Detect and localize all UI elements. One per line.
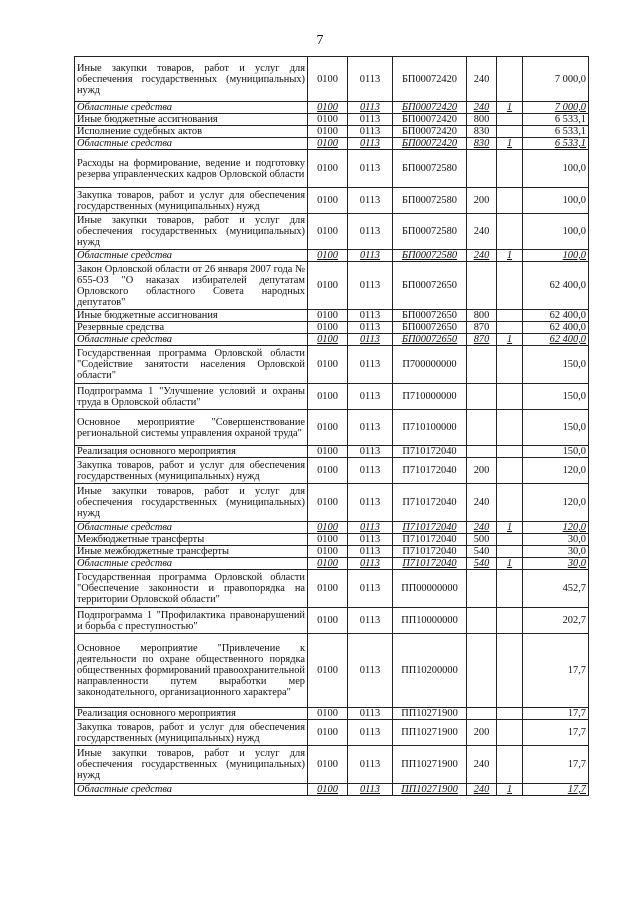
table-row bbox=[75, 214, 589, 250]
target-article-cell: П710172040 bbox=[393, 522, 467, 534]
section-code-cell: 0100 bbox=[308, 708, 348, 720]
subsection-code-cell: 0113 bbox=[348, 346, 393, 384]
expense-type-cell: 800 bbox=[467, 114, 497, 126]
amount-cell: 100,0 bbox=[523, 188, 589, 214]
target-article-cell: П710172040 bbox=[393, 546, 467, 558]
expense-type-cell bbox=[467, 446, 497, 458]
funding-source-cell bbox=[497, 446, 523, 458]
section-code-cell: 0100 bbox=[308, 570, 348, 608]
target-article-cell: П710172040 bbox=[393, 534, 467, 546]
amount-cell: 7 000,0 bbox=[523, 102, 589, 114]
expense-type-cell bbox=[467, 262, 497, 310]
target-article-cell: БП00072420 bbox=[393, 102, 467, 114]
funding-source-cell bbox=[497, 720, 523, 746]
expense-type-cell: 200 bbox=[467, 458, 497, 484]
section-code-cell: 0100 bbox=[308, 322, 348, 334]
expense-type-cell: 240 bbox=[467, 102, 497, 114]
table-row bbox=[75, 102, 589, 114]
row-name-cell: Иные межбюджетные трансферты bbox=[75, 546, 308, 558]
target-article-cell: ПП00000000 bbox=[393, 570, 467, 608]
expense-type-cell bbox=[467, 384, 497, 410]
table-row bbox=[75, 250, 589, 262]
section-code-cell: 0100 bbox=[308, 746, 348, 784]
expense-type-cell: 830 bbox=[467, 138, 497, 150]
row-name-cell: Областные средства bbox=[75, 784, 308, 796]
expense-type-cell: 240 bbox=[467, 57, 497, 102]
table-row bbox=[75, 608, 589, 634]
table-row bbox=[75, 534, 589, 546]
section-code-cell: 0100 bbox=[308, 310, 348, 322]
row-name-cell: Расходы на формирование, ведение и подготовку резерва управленческих кадров Орловской области bbox=[75, 150, 308, 188]
target-article-cell: БП00072650 bbox=[393, 262, 467, 310]
subsection-code-cell: 0113 bbox=[348, 446, 393, 458]
target-article-cell: ПП10271900 bbox=[393, 746, 467, 784]
funding-source-cell bbox=[497, 570, 523, 608]
section-code-cell: 0100 bbox=[308, 250, 348, 262]
amount-cell: 7 000,0 bbox=[523, 57, 589, 102]
funding-source-cell bbox=[497, 384, 523, 410]
table-row bbox=[75, 334, 589, 346]
table-row bbox=[75, 57, 589, 102]
target-article-cell: ПП10271900 bbox=[393, 720, 467, 746]
table-row bbox=[75, 150, 589, 188]
expense-type-cell: 540 bbox=[467, 558, 497, 570]
subsection-code-cell: 0113 bbox=[348, 214, 393, 250]
subsection-code-cell: 0113 bbox=[348, 484, 393, 522]
table-row bbox=[75, 138, 589, 150]
funding-source-cell bbox=[497, 746, 523, 784]
funding-source-cell: 1 bbox=[497, 250, 523, 262]
row-name-cell: Подпрограмма 1 "Улучшение условий и охраны труда в Орловской области" bbox=[75, 384, 308, 410]
row-name-cell: Областные средства bbox=[75, 138, 308, 150]
expense-type-cell: 830 bbox=[467, 126, 497, 138]
expense-type-cell bbox=[467, 346, 497, 384]
target-article-cell: ПП10271900 bbox=[393, 784, 467, 796]
funding-source-cell bbox=[497, 534, 523, 546]
amount-cell: 30,0 bbox=[523, 534, 589, 546]
subsection-code-cell: 0113 bbox=[348, 708, 393, 720]
expense-type-cell: 240 bbox=[467, 746, 497, 784]
row-name-cell: Государственная программа Орловской области "Обеспечение законности и правопорядка на территории Орловской области" bbox=[75, 570, 308, 608]
target-article-cell: П710100000 bbox=[393, 410, 467, 446]
subsection-code-cell: 0113 bbox=[348, 522, 393, 534]
funding-source-cell bbox=[497, 634, 523, 708]
table-row bbox=[75, 188, 589, 214]
section-code-cell: 0100 bbox=[308, 522, 348, 534]
funding-source-cell: 1 bbox=[497, 522, 523, 534]
section-code-cell: 0100 bbox=[308, 458, 348, 484]
subsection-code-cell: 0113 bbox=[348, 150, 393, 188]
table-row bbox=[75, 784, 589, 796]
amount-cell: 6 533,1 bbox=[523, 138, 589, 150]
subsection-code-cell: 0113 bbox=[348, 546, 393, 558]
amount-cell: 100,0 bbox=[523, 250, 589, 262]
section-code-cell: 0100 bbox=[308, 346, 348, 384]
amount-cell: 120,0 bbox=[523, 484, 589, 522]
amount-cell: 62 400,0 bbox=[523, 310, 589, 322]
row-name-cell: Государственная программа Орловской области "Содействие занятости населения Орловской области" bbox=[75, 346, 308, 384]
amount-cell: 150,0 bbox=[523, 346, 589, 384]
amount-cell: 150,0 bbox=[523, 410, 589, 446]
expense-type-cell bbox=[467, 570, 497, 608]
subsection-code-cell: 0113 bbox=[348, 410, 393, 446]
expense-type-cell bbox=[467, 150, 497, 188]
subsection-code-cell: 0113 bbox=[348, 188, 393, 214]
section-code-cell: 0100 bbox=[308, 534, 348, 546]
table-row bbox=[75, 114, 589, 126]
table-row bbox=[75, 570, 589, 608]
section-code-cell: 0100 bbox=[308, 188, 348, 214]
expense-type-cell: 200 bbox=[467, 720, 497, 746]
expense-type-cell: 240 bbox=[467, 214, 497, 250]
subsection-code-cell: 0113 bbox=[348, 458, 393, 484]
subsection-code-cell: 0113 bbox=[348, 114, 393, 126]
target-article-cell: П710172040 bbox=[393, 458, 467, 484]
amount-cell: 6 533,1 bbox=[523, 114, 589, 126]
amount-cell: 17,7 bbox=[523, 634, 589, 708]
funding-source-cell: 1 bbox=[497, 334, 523, 346]
subsection-code-cell: 0113 bbox=[348, 322, 393, 334]
budget-table bbox=[74, 56, 589, 796]
table-row bbox=[75, 746, 589, 784]
amount-cell: 150,0 bbox=[523, 446, 589, 458]
funding-source-cell bbox=[497, 322, 523, 334]
row-name-cell: Областные средства bbox=[75, 250, 308, 262]
row-name-cell: Иные закупки товаров, работ и услуг для обеспечения государственных (муниципальных) нужд bbox=[75, 746, 308, 784]
funding-source-cell bbox=[497, 262, 523, 310]
subsection-code-cell: 0113 bbox=[348, 570, 393, 608]
subsection-code-cell: 0113 bbox=[348, 608, 393, 634]
section-code-cell: 0100 bbox=[308, 57, 348, 102]
subsection-code-cell: 0113 bbox=[348, 558, 393, 570]
section-code-cell: 0100 bbox=[308, 634, 348, 708]
target-article-cell: БП00072580 bbox=[393, 214, 467, 250]
amount-cell: 30,0 bbox=[523, 558, 589, 570]
amount-cell: 100,0 bbox=[523, 150, 589, 188]
funding-source-cell bbox=[497, 346, 523, 384]
row-name-cell: Областные средства bbox=[75, 522, 308, 534]
subsection-code-cell: 0113 bbox=[348, 534, 393, 546]
expense-type-cell: 240 bbox=[467, 784, 497, 796]
table-row bbox=[75, 634, 589, 708]
row-name-cell: Иные закупки товаров, работ и услуг для обеспечения государственных (муниципальных) нужд bbox=[75, 57, 308, 102]
subsection-code-cell: 0113 bbox=[348, 138, 393, 150]
funding-source-cell: 1 bbox=[497, 138, 523, 150]
row-name-cell: Иные бюджетные ассигнования bbox=[75, 310, 308, 322]
row-name-cell: Исполнение судебных актов bbox=[75, 126, 308, 138]
row-name-cell: Подпрограмма 1 "Профилактика правонарушений и борьба с преступностью" bbox=[75, 608, 308, 634]
row-name-cell: Областные средства bbox=[75, 558, 308, 570]
target-article-cell: БП00072650 bbox=[393, 310, 467, 322]
section-code-cell: 0100 bbox=[308, 410, 348, 446]
target-article-cell: БП00072420 bbox=[393, 57, 467, 102]
amount-cell: 150,0 bbox=[523, 384, 589, 410]
funding-source-cell bbox=[497, 410, 523, 446]
section-code-cell: 0100 bbox=[308, 384, 348, 410]
section-code-cell: 0100 bbox=[308, 262, 348, 310]
funding-source-cell bbox=[497, 188, 523, 214]
table-row bbox=[75, 522, 589, 534]
section-code-cell: 0100 bbox=[308, 558, 348, 570]
table-row bbox=[75, 410, 589, 446]
section-code-cell: 0100 bbox=[308, 114, 348, 126]
row-name-cell: Основное мероприятие "Привлечение к деятельности по охране общественного порядка общественных формирований правоохранительной направленности путем выработки мер законодательного, организационного характера" bbox=[75, 634, 308, 708]
amount-cell: 452,7 bbox=[523, 570, 589, 608]
section-code-cell: 0100 bbox=[308, 608, 348, 634]
target-article-cell: БП00072420 bbox=[393, 126, 467, 138]
amount-cell: 120,0 bbox=[523, 522, 589, 534]
amount-cell: 30,0 bbox=[523, 546, 589, 558]
funding-source-cell bbox=[497, 608, 523, 634]
table-row bbox=[75, 708, 589, 720]
row-name-cell: Закупка товаров, работ и услуг для обеспечения государственных (муниципальных) нужд bbox=[75, 720, 308, 746]
subsection-code-cell: 0113 bbox=[348, 720, 393, 746]
table-row bbox=[75, 458, 589, 484]
row-name-cell: Реализация основного мероприятия bbox=[75, 446, 308, 458]
expense-type-cell: 800 bbox=[467, 310, 497, 322]
subsection-code-cell: 0113 bbox=[348, 384, 393, 410]
amount-cell: 62 400,0 bbox=[523, 334, 589, 346]
amount-cell: 17,7 bbox=[523, 708, 589, 720]
row-name-cell: Закон Орловской области от 26 января 2007 года № 655-ОЗ "О наказах избирателей депутатам Орловского областного Совета народных депутатов" bbox=[75, 262, 308, 310]
target-article-cell: П710172040 bbox=[393, 446, 467, 458]
subsection-code-cell: 0113 bbox=[348, 784, 393, 796]
table-row bbox=[75, 558, 589, 570]
target-article-cell: П710000000 bbox=[393, 384, 467, 410]
expense-type-cell: 240 bbox=[467, 250, 497, 262]
subsection-code-cell: 0113 bbox=[348, 634, 393, 708]
amount-cell: 62 400,0 bbox=[523, 262, 589, 310]
subsection-code-cell: 0113 bbox=[348, 102, 393, 114]
row-name-cell: Иные закупки товаров, работ и услуг для обеспечения государственных (муниципальных) нужд bbox=[75, 214, 308, 250]
table-row bbox=[75, 384, 589, 410]
row-name-cell: Иные бюджетные ассигнования bbox=[75, 114, 308, 126]
table-row bbox=[75, 484, 589, 522]
funding-source-cell bbox=[497, 57, 523, 102]
expense-type-cell: 870 bbox=[467, 334, 497, 346]
target-article-cell: БП00072580 bbox=[393, 250, 467, 262]
section-code-cell: 0100 bbox=[308, 150, 348, 188]
table-row bbox=[75, 346, 589, 384]
funding-source-cell bbox=[497, 458, 523, 484]
target-article-cell: БП00072420 bbox=[393, 114, 467, 126]
target-article-cell: БП00072580 bbox=[393, 188, 467, 214]
expense-type-cell: 870 bbox=[467, 322, 497, 334]
section-code-cell: 0100 bbox=[308, 720, 348, 746]
subsection-code-cell: 0113 bbox=[348, 250, 393, 262]
section-code-cell: 0100 bbox=[308, 546, 348, 558]
row-name-cell: Областные средства bbox=[75, 102, 308, 114]
expense-type-cell bbox=[467, 708, 497, 720]
funding-source-cell: 1 bbox=[497, 784, 523, 796]
table-row bbox=[75, 322, 589, 334]
target-article-cell: ПП10000000 bbox=[393, 608, 467, 634]
table-row bbox=[75, 720, 589, 746]
subsection-code-cell: 0113 bbox=[348, 126, 393, 138]
section-code-cell: 0100 bbox=[308, 102, 348, 114]
target-article-cell: БП00072650 bbox=[393, 334, 467, 346]
target-article-cell: БП00072580 bbox=[393, 150, 467, 188]
amount-cell: 17,7 bbox=[523, 746, 589, 784]
target-article-cell: П710172040 bbox=[393, 484, 467, 522]
subsection-code-cell: 0113 bbox=[348, 334, 393, 346]
amount-cell: 62 400,0 bbox=[523, 322, 589, 334]
target-article-cell: П700000000 bbox=[393, 346, 467, 384]
table-row bbox=[75, 446, 589, 458]
table-row bbox=[75, 262, 589, 310]
expense-type-cell: 540 bbox=[467, 546, 497, 558]
section-code-cell: 0100 bbox=[308, 138, 348, 150]
target-article-cell: П710172040 bbox=[393, 558, 467, 570]
target-article-cell: БП00072420 bbox=[393, 138, 467, 150]
table-row bbox=[75, 126, 589, 138]
expense-type-cell bbox=[467, 608, 497, 634]
amount-cell: 120,0 bbox=[523, 458, 589, 484]
row-name-cell: Межбюджетные трансферты bbox=[75, 534, 308, 546]
section-code-cell: 0100 bbox=[308, 214, 348, 250]
funding-source-cell bbox=[497, 214, 523, 250]
funding-source-cell: 1 bbox=[497, 102, 523, 114]
expense-type-cell: 240 bbox=[467, 522, 497, 534]
funding-source-cell bbox=[497, 546, 523, 558]
target-article-cell: ПП10200000 bbox=[393, 634, 467, 708]
expense-type-cell: 240 bbox=[467, 484, 497, 522]
table-row bbox=[75, 546, 589, 558]
funding-source-cell bbox=[497, 150, 523, 188]
row-name-cell: Закупка товаров, работ и услуг для обеспечения государственных (муниципальных) нужд bbox=[75, 188, 308, 214]
section-code-cell: 0100 bbox=[308, 334, 348, 346]
row-name-cell: Иные закупки товаров, работ и услуг для обеспечения государственных (муниципальных) нужд bbox=[75, 484, 308, 522]
row-name-cell: Реализация основного мероприятия bbox=[75, 708, 308, 720]
page-number: 7 bbox=[316, 33, 324, 48]
row-name-cell: Областные средства bbox=[75, 334, 308, 346]
amount-cell: 17,7 bbox=[523, 784, 589, 796]
amount-cell: 100,0 bbox=[523, 214, 589, 250]
subsection-code-cell: 0113 bbox=[348, 310, 393, 322]
funding-source-cell bbox=[497, 708, 523, 720]
section-code-cell: 0100 bbox=[308, 446, 348, 458]
row-name-cell: Закупка товаров, работ и услуг для обеспечения государственных (муниципальных) нужд bbox=[75, 458, 308, 484]
funding-source-cell bbox=[497, 484, 523, 522]
table-row bbox=[75, 310, 589, 322]
section-code-cell: 0100 bbox=[308, 784, 348, 796]
amount-cell: 202,7 bbox=[523, 608, 589, 634]
funding-source-cell bbox=[497, 114, 523, 126]
row-name-cell: Основное мероприятие "Совершенствование региональной системы управления охраной труда" bbox=[75, 410, 308, 446]
subsection-code-cell: 0113 bbox=[348, 746, 393, 784]
subsection-code-cell: 0113 bbox=[348, 262, 393, 310]
expense-type-cell: 200 bbox=[467, 188, 497, 214]
row-name-cell: Резервные средства bbox=[75, 322, 308, 334]
expense-type-cell bbox=[467, 634, 497, 708]
funding-source-cell: 1 bbox=[497, 558, 523, 570]
expense-type-cell bbox=[467, 410, 497, 446]
section-code-cell: 0100 bbox=[308, 126, 348, 138]
funding-source-cell bbox=[497, 126, 523, 138]
table-body bbox=[75, 57, 589, 796]
amount-cell: 6 533,1 bbox=[523, 126, 589, 138]
expense-type-cell: 500 bbox=[467, 534, 497, 546]
subsection-code-cell: 0113 bbox=[348, 57, 393, 102]
target-article-cell: ПП10271900 bbox=[393, 708, 467, 720]
funding-source-cell bbox=[497, 310, 523, 322]
amount-cell: 17,7 bbox=[523, 720, 589, 746]
target-article-cell: БП00072650 bbox=[393, 322, 467, 334]
section-code-cell: 0100 bbox=[308, 484, 348, 522]
